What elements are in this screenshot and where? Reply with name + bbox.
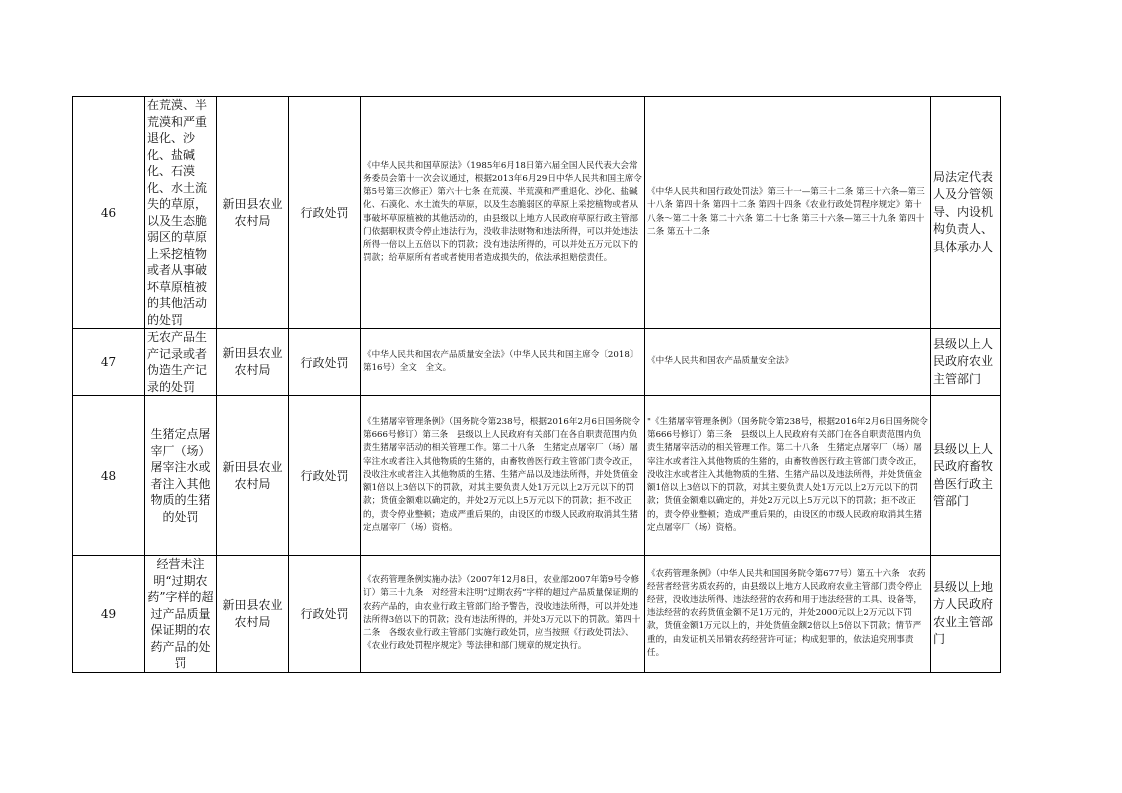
procedure-basis: 《农药管理条例》（中华人民共和国国务院令第677号）第五十六条 农药经营者经营劣质农药的，由县级以上地方人民政府农业主管部门责令停止经营，没收违法所得、违法经营的农药和用于违法经营的工具、设备等，违法经营的农药货值金额不足1万元的，并处2000元以上2万元以下罚款，货值金额1万元以上的，并处货值金额2倍以上5倍以下罚款；情节严重的，由发证机关吊销农药经营许可证；构成犯罪的，依法追究刑事责任。 bbox=[645, 556, 931, 673]
item-name: 无农产品生产记录或者伪造生产记录的处罚 bbox=[145, 329, 217, 396]
procedure-basis: "《生猪屠宰管理条例》（国务院令第238号，根据2016年2月6日国务院令第666号修订）第三条 县级以上人民政府有关部门在各自职责范围内负责生猪屠宰活动的相关管理工作。第二十八条 生猪定点屠宰厂（场）屠宰注水或者注入其他物质的生猪的，由畜牧兽医行政主管部门责令改正，没收注水或者注入其他物质的生猪、生猪产品以及违法所得，并处货值金额1倍以上3倍以下的罚款，对其主要负责人处1万元以上2万元以下的罚款；货值金额难以确定的，并处2万元以上5万元以下的罚款；拒不改正的，责令停业整顿；造成严重后果的，由设区的市级人民政府取消其生猪定点屠宰厂（场）资格。 bbox=[645, 396, 931, 556]
responsible-party: 县级以上地方人民政府农业主管部门 bbox=[931, 556, 1001, 673]
row-number: 48 bbox=[73, 396, 145, 556]
table-row bbox=[73, 556, 1001, 673]
penalty-type: 行政处罚 bbox=[289, 329, 361, 396]
item-name: 经营未注明“过期农药”字样的超过产品质量保证期的农药产品的处罚 bbox=[145, 556, 217, 673]
item-name: 在荒漠、半荒漠和严重退化、沙化、盐碱化、石漠化、水土流失的草原，以及生态脆弱区的草原上采挖植物或者从事破坏草原植被的其他活动的处罚 bbox=[145, 97, 217, 329]
procedure-basis: 《中华人民共和国行政处罚法》第三十一—第三十二条 第三十六条—第三十八条 第四十条 第四十二条 第四十四条《农业行政处罚程序规定》第十八条～第二十条 第二十六条 第二十七条 第三十六条—第三十九条 第四十二条 第五十二条 bbox=[645, 97, 931, 329]
row-number: 47 bbox=[73, 329, 145, 396]
row-number: 46 bbox=[73, 97, 145, 329]
table-row bbox=[73, 97, 1001, 329]
responsible-party: 局法定代表人及分管领导、内设机构负责人、具体承办人 bbox=[931, 97, 1001, 329]
legal-basis: 《中华人民共和国草原法》（1985年6月18日第六届全国人民代表大会常务委员会第十一次会议通过，根据2013年6月29日中华人民共和国主席令第5号第三次修正）第六十七条 在荒漠、半荒漠和严重退化、沙化、盐碱化、石漠化、水土流失的草原，以及生态脆弱区的草原上采挖植物或者从事破坏草原植被的其他活动的，由县级以上地方人民政府草原行政主管部门依据职权责令停止违法行为，没收非法财物和违法所得，可以并处违法所得一倍以上五倍以下的罚款；没有违法所得的，可以并处五万元以下的罚款；给草原所有者或者使用者造成损失的，依法承担赔偿责任。 bbox=[361, 97, 645, 329]
penalty-type: 行政处罚 bbox=[289, 97, 361, 329]
penalty-type: 行政处罚 bbox=[289, 556, 361, 673]
legal-basis: 《中华人民共和国农产品质量安全法》（中华人民共和国主席令〔2018〕第16号）全文 全文。 bbox=[361, 329, 645, 396]
item-name: 生猪定点屠宰厂（场）屠宰注水或者注入其他物质的生猪的处罚 bbox=[145, 396, 217, 556]
department: 新田县农业农村局 bbox=[217, 329, 289, 396]
responsible-party: 县级以上人民政府畜牧兽医行政主管部门 bbox=[931, 396, 1001, 556]
row-number: 49 bbox=[73, 556, 145, 673]
table-row bbox=[73, 396, 1001, 556]
penalty-type: 行政处罚 bbox=[289, 396, 361, 556]
department: 新田县农业农村局 bbox=[217, 97, 289, 329]
department: 新田县农业农村局 bbox=[217, 556, 289, 673]
legal-basis: 《农药管理条例实施办法》（2007年12月8日，农业部2007年第9号令修订）第三十九条 对经营未注明“过期农药”字样的超过产品质量保证期的农药产品的，由农业行政主管部门给予警告，没收违法所得，可以并处违法所得3倍以下的罚款；没有违法所得的，并处3万元以下的罚款。第四十二条 各级农业行政主管部门实施行政处罚，应当按照《行政处罚法》、《农业行政处罚程序规定》等法律和部门规章的规定执行。 bbox=[361, 556, 645, 673]
table-row bbox=[73, 329, 1001, 396]
penalty-table bbox=[72, 96, 1001, 673]
responsible-party: 县级以上人民政府农业主管部门 bbox=[931, 329, 1001, 396]
legal-basis: 《生猪屠宰管理条例》（国务院令第238号，根据2016年2月6日国务院令第666号修订）第三条 县级以上人民政府有关部门在各自职责范围内负责生猪屠宰活动的相关管理工作。第二十八条 生猪定点屠宰厂（场）屠宰注水或者注入其他物质的生猪的，由畜牧兽医行政主管部门责令改正，没收注水或者注入其他物质的生猪、生猪产品以及违法所得，并处货值金额1倍以上3倍以下的罚款，对其主要负责人处1万元以上2万元以下的罚款；货值金额难以确定的，并处2万元以上5万元以下的罚款；拒不改正的，责令停业整顿；造成严重后果的，由设区的市级人民政府取消其生猪定点屠宰厂（场）资格。 bbox=[361, 396, 645, 556]
department: 新田县农业农村局 bbox=[217, 396, 289, 556]
procedure-basis: 《中华人民共和国农产品质量安全法》 bbox=[645, 329, 931, 396]
